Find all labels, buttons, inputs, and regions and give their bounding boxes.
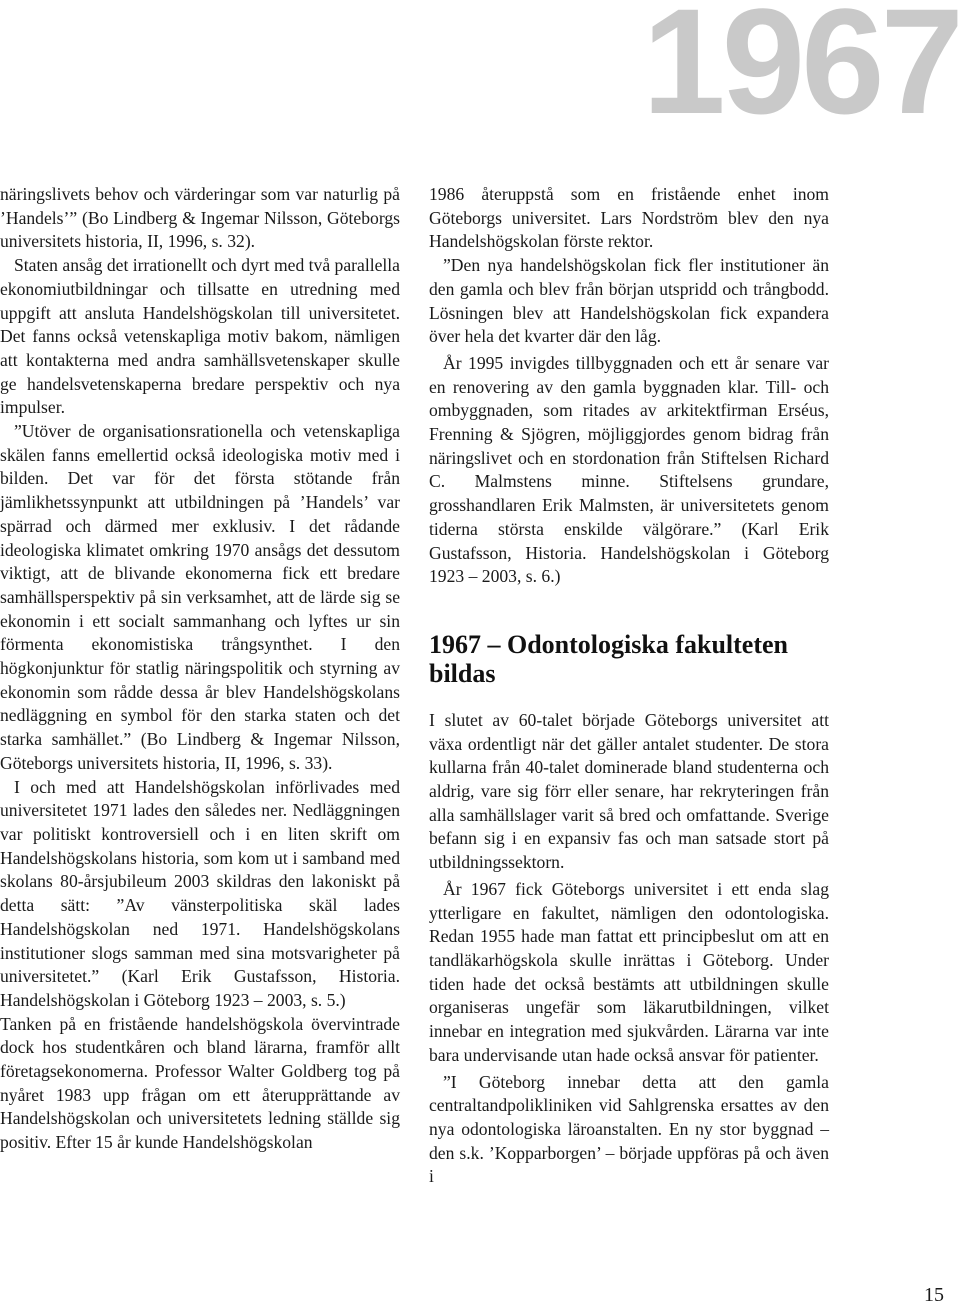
paragraph: Staten ansåg det irrationellt och dyrt med två parallella ekonomiutbildningar och tillsatte en utredning med uppgift att ansluta Handelshögskolan till universitetet. Det fanns också vetenskapliga motiv bakom, nämligen att kontakterna med andra samhällsvetenskaper skulle ge handelsvetenskaperna bredare perspektiv och nya impulser.	[0, 255, 400, 418]
paragraph: År 1967 fick Göteborgs universitet i ett enda slag ytterligare en fakultet, nämligen den odontologiska. Redan 1955 hade man fattat ett principbeslut om att en tandläkarhögskola skulle inrättas i Göteborg. Under tiden hade det också bestämts att utbildningen skulle organiseras ungefär som läkarutbildningen, vilket innebar en integration med sjukvården. Lärarna var inte bara undervisande utan hade också ansvar för patienter.	[429, 878, 829, 1065]
paragraph: År 1995 invigdes tillbyggnaden och ett år senare var en renovering av den gamla byggnaden klar. Till- och ombyggnaden, som ritades av arkitektfirman Erséus, Frenning & Sjögren, möjliggjordes genom bidrag från näringslivet och en stordonation från Stiftelsen Richard C. Malmstens minne. Stiftelsens grundare, grosshandlaren Erik Malmsten, är universitetets genom tiderna största enskilde välgörare.” (Karl Erik Gustafsson, Historia. Handelshögskolan i Göteborg 1923 – 2003, s. 6.)	[429, 352, 829, 587]
paragraph: näringslivets behov och värderingar som var naturlig på ’Handels’” (Bo Lindberg & Ingemar Nilsson, Göteborgs universitets historia, II, 1996, s. 32).	[0, 184, 400, 252]
page-number: 15	[924, 1284, 944, 1306]
paragraph: I och med att Handelshögskolan införlivades med universitetet 1971 lades den således ner. Nedläggningen var politiskt kontroversiell och i en liten skrift om Handelshögskolans historia, som kom ut i samband med skolans 80-årsjubileum 2003 skildras den lakoniskt på detta sätt: ”Av vänsterpolitiska skäl lades Handelshögskolan ned 1971. Handelshögskolans institutioner slogs samman med sina motsvarigheter på universitetet.” (Karl Erik Gustafsson, Historia. Handelshögskolan i Göteborg 1923 – 2003, s. 5.)	[0, 776, 400, 1010]
paragraph: Tanken på en fristående handelshögskola övervintrade dock hos studentkåren och bland lärarna, framför allt företagsekonomerna. Professor Walter Goldberg tog på nyåret 1983 upp frågan om ett återupprättande av Handelshögskolan och universitetets ledning ställde sig positiv. Efter 15 år kunde Handelshögskolan	[0, 1013, 400, 1153]
left-column	[0, 183, 400, 1155]
quote-paragraph: ”Utöver de organisationsrationella och vetenskapliga skälen fanns emellertid också ideologiska motiv med i bilden. Det var för det första stötande från jämlikhetssynpunkt att utbildningen på ’Handels’ var spärrad och därmed mer exklusiv. I det rådande ideologiska klimatet omkring 1970 ansågs det dessutom viktigt, att de blivande ekonomerna fick ett bredare samhällsperspektiv på sin verksamhet, att de lärde sig se ekonomin i ett socialt sammanhang och lyftes ur sin förmenta ekonomistiska trångsynthet. I den högkonjunktur för statlig näringspolitik och styrning av ekonomin som rådde dessa år blev Handelshögskolans nedläggning en symbol för den starka staten och det starka samhället.” (Bo Lindberg & Ingemar Nilsson, Göteborgs universitets historia, II, 1996, s. 33).	[0, 421, 400, 773]
paragraph: I slutet av 60-talet började Göteborgs universitet att växa ordentligt när det gäller antalet studenter. De stora kullarna från 40-talet dominerade bland studenterna och aldrig, vare sig förr eller senare, har rekryteringen från alla samhällslager varit så bred och omfattande. Sverige befann sig i en expansiv fas och man satsade stort på utbildningssektorn.	[429, 709, 829, 873]
right-column	[429, 183, 829, 1189]
quote-paragraph: ”I Göteborg innebar detta att den gamla centraltandpolikliniken vid Sahlgrenska ersattes av den nya odontologiska läroanstalten. En ny stor byggnad – den s.k. ’Kopparborgen’ – började uppföras på och även i	[429, 1071, 829, 1187]
year-header: 1967	[642, 0, 960, 145]
paragraph: 1986 återuppstå som en fristående enhet inom Göteborgs universitet. Lars Nordström blev den nya Handelshögskolan förste rektor.	[429, 184, 829, 252]
section-heading: 1967 – Odontologiska fakulteten bildas	[429, 629, 788, 688]
quote-paragraph: ”Den nya handelshögskolan fick fler institutioner än den gamla och blev från början utspridd och trångbodd. Lösningen blev att Handelshögskolan fick expandera över hela det kvarter där den låg.	[429, 255, 829, 347]
